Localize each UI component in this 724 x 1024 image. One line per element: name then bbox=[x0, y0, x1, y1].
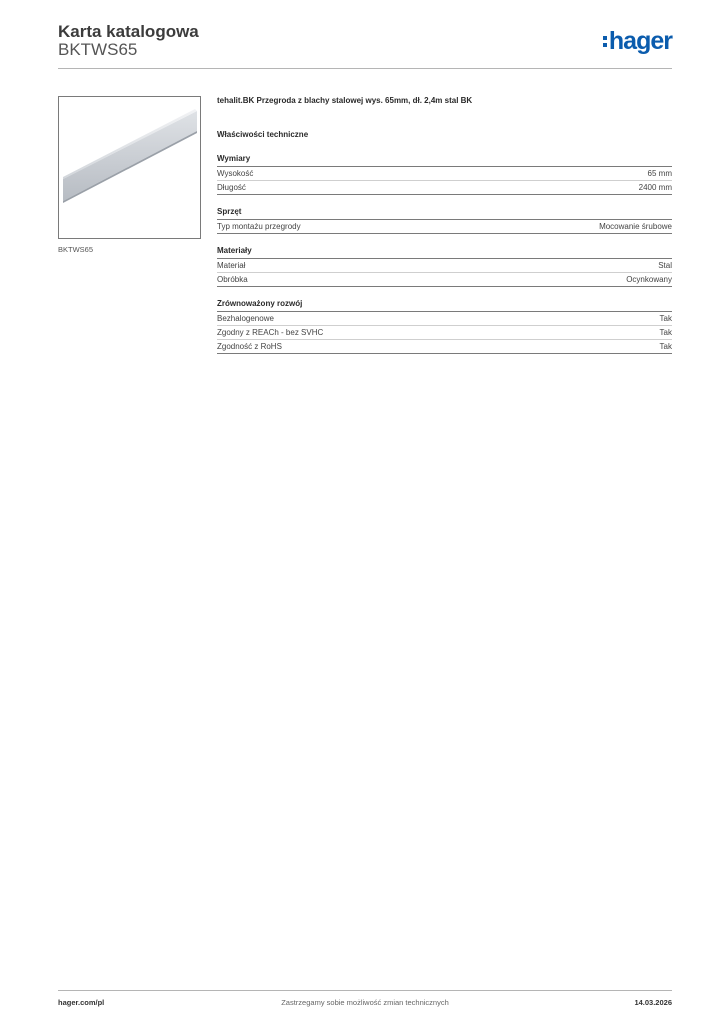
property-row bbox=[217, 259, 672, 273]
property-row bbox=[217, 167, 672, 181]
property-group-title: Sprzęt bbox=[217, 207, 672, 220]
property-label: Zgodność z RoHS bbox=[217, 342, 282, 351]
property-label: Bezhalogenowe bbox=[217, 314, 274, 323]
footer-divider bbox=[58, 990, 672, 991]
steel-divider-icon bbox=[59, 97, 200, 238]
property-groups bbox=[217, 154, 672, 354]
property-value: Tak bbox=[659, 314, 672, 323]
property-value: 65 mm bbox=[647, 169, 672, 178]
property-row bbox=[217, 220, 672, 234]
property-row bbox=[217, 326, 672, 340]
property-row bbox=[217, 340, 672, 354]
image-caption: BKTWS65 bbox=[58, 245, 94, 254]
property-group-title: Wymiary bbox=[217, 154, 672, 167]
footer-website-link[interactable]: hager.com/pl bbox=[58, 998, 105, 1007]
hager-logo bbox=[603, 28, 672, 54]
property-label: Typ montażu przegrody bbox=[217, 222, 301, 231]
product-details bbox=[217, 96, 672, 354]
property-row bbox=[217, 312, 672, 326]
logo-dots-icon bbox=[603, 36, 607, 47]
property-row bbox=[217, 181, 672, 195]
document-title: Karta katalogowa bbox=[58, 22, 199, 41]
property-group bbox=[217, 299, 672, 354]
property-label: Materiał bbox=[217, 261, 246, 270]
product-image bbox=[58, 96, 201, 239]
property-group bbox=[217, 207, 672, 234]
page-header bbox=[58, 20, 672, 70]
property-label: Długość bbox=[217, 183, 246, 192]
product-code: BKTWS65 bbox=[58, 40, 138, 59]
property-value: 2400 mm bbox=[638, 183, 672, 192]
footer-disclaimer: Zastrzegamy sobie możliwość zmian technicznych bbox=[281, 998, 449, 1007]
property-value: Ocynkowany bbox=[626, 275, 672, 284]
property-group-title: Materiały bbox=[217, 246, 672, 259]
property-label: Obróbka bbox=[217, 275, 248, 284]
property-group bbox=[217, 154, 672, 195]
footer-date: 14.03.2026 bbox=[634, 998, 672, 1007]
property-value: Stal bbox=[658, 261, 672, 270]
property-label: Zgodny z REACh - bez SVHC bbox=[217, 328, 324, 337]
property-label: Wysokość bbox=[217, 169, 254, 178]
property-value: Mocowanie śrubowe bbox=[599, 222, 672, 231]
technical-properties-heading: Właściwości techniczne bbox=[217, 130, 309, 139]
property-value: Tak bbox=[659, 342, 672, 351]
property-group-title: Zrównoważony rozwój bbox=[217, 299, 672, 312]
product-description: tehalit.BK Przegroda z blachy stalowej wys. 65mm, dł. 2,4m stal BK bbox=[217, 96, 473, 105]
header-divider bbox=[58, 68, 672, 69]
logo-text: hager bbox=[608, 26, 672, 55]
property-group bbox=[217, 246, 672, 287]
property-value: Tak bbox=[659, 328, 672, 337]
property-row bbox=[217, 273, 672, 287]
